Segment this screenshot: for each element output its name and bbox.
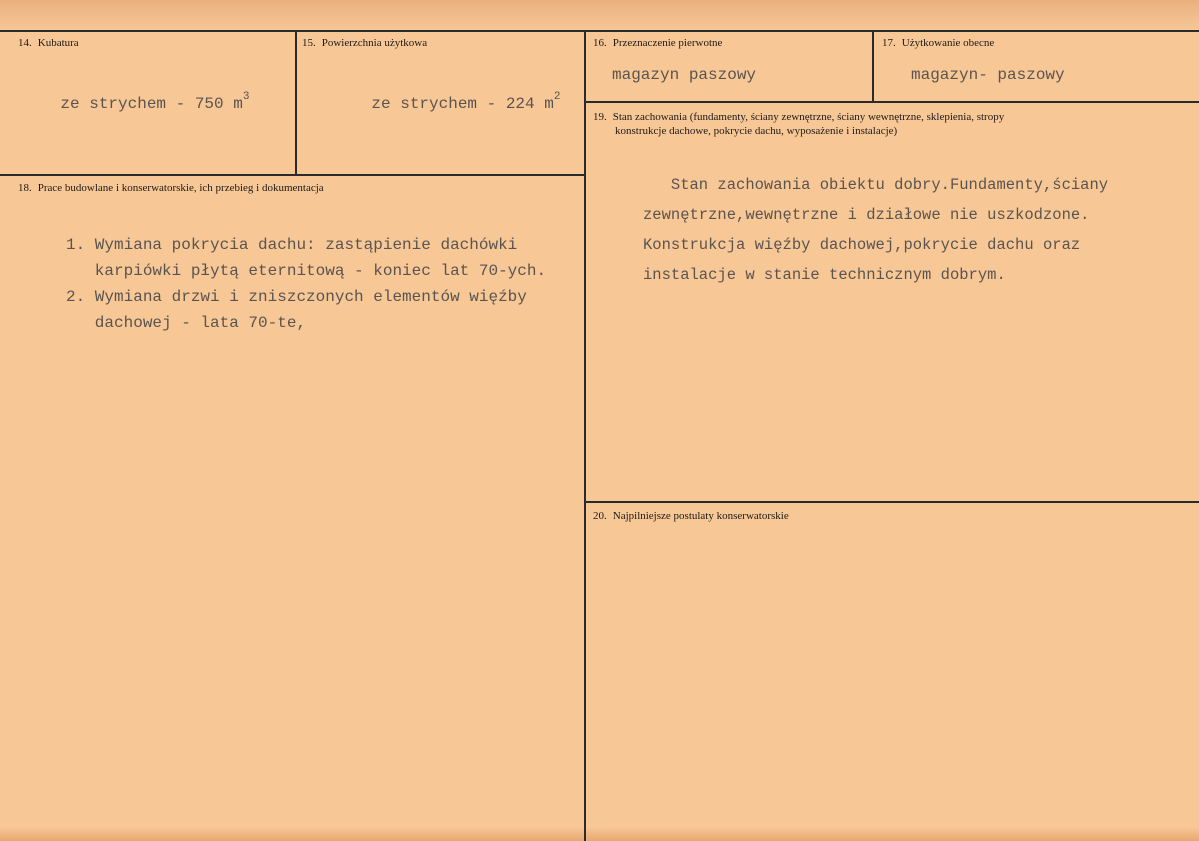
field-19-line: instalacje w stanie technicznym dobrym. <box>643 266 1006 284</box>
field-20-number: 20. <box>593 510 607 522</box>
paper-edge-top <box>0 0 1199 30</box>
field-18-title: Prace budowlane i konserwatorskie, ich przebieg i dokumentacja <box>37 182 324 194</box>
field-18-line: dachowej - lata 70-te, <box>66 314 307 332</box>
field-18-line: 1. Wymiana pokrycia dachu: zastąpienie dachówki <box>66 236 518 254</box>
divider-under-16-17 <box>584 101 1199 103</box>
divider-under-14-15 <box>0 174 586 176</box>
divider-top <box>0 30 1199 32</box>
field-14-text: ze strychem - 750 m <box>60 95 243 113</box>
field-14-number: 14. <box>18 37 32 49</box>
field-19-line: Konstrukcja więźby dachowej,pokrycie dachu oraz <box>643 236 1081 254</box>
field-17-title: Użytkowanie obecne <box>901 37 995 49</box>
field-15-number: 15. <box>302 37 316 49</box>
field-17-value: magazyn- paszowy <box>911 66 1065 84</box>
field-16-title: Przeznaczenie pierwotne <box>612 37 723 49</box>
field-17-label <box>882 36 994 50</box>
field-19-line: Stan zachowania obiektu dobry.Fundamenty,ściany <box>643 176 1109 194</box>
field-20-label <box>593 509 789 523</box>
field-20-title: Najpilniejsze postulaty konserwatorskie <box>612 510 789 522</box>
field-19-number: 19. <box>593 111 607 123</box>
field-16-number: 16. <box>593 37 607 49</box>
field-18-label <box>18 181 324 195</box>
field-15-exponent: 2 <box>553 91 561 103</box>
field-15-text: ze strychem - 224 m <box>371 95 554 113</box>
field-18-content <box>66 232 546 336</box>
field-16-label <box>593 36 722 50</box>
field-18-number: 18. <box>18 182 32 194</box>
field-14-value <box>22 73 249 131</box>
field-15-label <box>302 36 427 50</box>
paper-edge-bottom <box>0 827 1199 841</box>
field-19-title: Stan zachowania (fundamenty, ściany zewnętrzne, ściany wewnętrzne, sklepienia, stropy <box>612 111 1005 123</box>
field-19-line: zewnętrzne,wewnętrzne i działowe nie uszkodzone. <box>643 206 1090 224</box>
field-14-label <box>18 36 79 50</box>
field-18-line: 2. Wymiana drzwi i zniszczonych elementów więźby <box>66 288 527 306</box>
field-14-exponent: 3 <box>242 91 250 103</box>
field-18-line: karpiówki płytą eternitową - koniec lat 70-ych. <box>66 262 547 280</box>
field-19-label <box>593 110 1183 138</box>
field-15-value <box>333 73 560 131</box>
field-15-title: Powierzchnia użytkowa <box>321 37 428 49</box>
divider-16-17 <box>872 30 874 102</box>
field-16-value: magazyn paszowy <box>612 66 757 84</box>
field-19-title-cont: konstrukcje dachowe, pokrycie dachu, wyposażenie i instalacje) <box>615 125 898 137</box>
field-14-title: Kubatura <box>37 37 79 49</box>
divider-19-20 <box>584 501 1199 503</box>
divider-left-right <box>584 30 586 841</box>
field-19-content <box>643 170 1108 290</box>
field-17-number: 17. <box>882 37 896 49</box>
divider-14-15 <box>295 30 297 175</box>
